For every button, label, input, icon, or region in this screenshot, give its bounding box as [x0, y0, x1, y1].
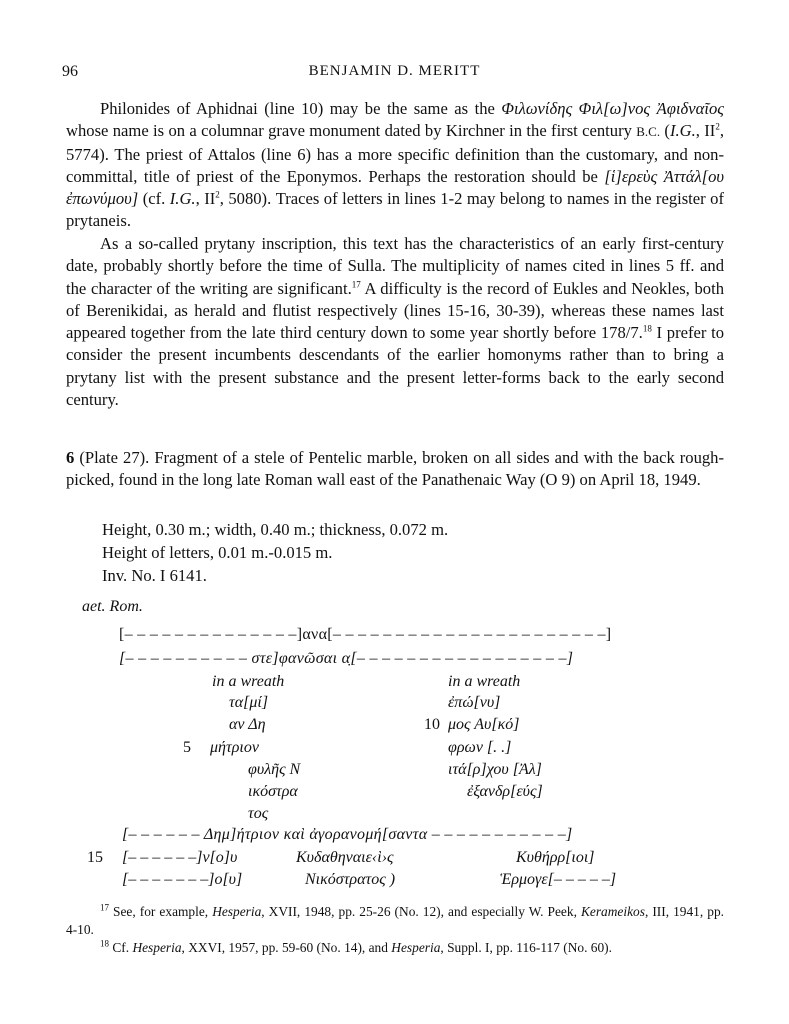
running-head: BENJAMIN D. MERITT: [308, 63, 481, 79]
small-caps-bc: B.C.: [636, 124, 661, 140]
journal-title: Kerameikos: [580, 904, 645, 919]
inscription-line-1: [– – – – – – – – – – – – – –]ανα[– – – – – – – – – – – – – – – – – – – – – –]: [119, 626, 612, 643]
footnote-18: [66, 939, 724, 957]
wreath-left-line: αν Δη: [229, 716, 266, 733]
text-run: As a so-called prytany inscription, this text has the characteristics of an early first-century date, probably shortly before the time of Sulla. The multiplicity of names cited in lines 5 ff. and the character of the writing are significant.: [66, 234, 724, 298]
footnotes: [66, 903, 724, 957]
superscript: 2: [715, 121, 720, 132]
text-run: , III, 1941, pp. 4-10.: [66, 904, 725, 937]
wreath-right-line: ἐπώ[νυ]: [448, 694, 501, 711]
footnote-ref-17[interactable]: 17: [351, 279, 361, 290]
wreath-left-line: τος: [248, 805, 269, 822]
dimensions: Height, 0.30 m.; width, 0.40 m.; thickness, 0.072 m.: [102, 520, 449, 539]
text-run: See, for example,: [109, 904, 213, 919]
wreath-right-line: μος Αυ[κό]: [448, 716, 520, 733]
wreath-left-line: τα[μί]: [229, 694, 269, 711]
text-run: A difficulty is the record of Eukles and Neokles, both of Berenikidai, as herald and flutist respectively (lines 15-16, 30-39), whereas these names last appeared together from the late third century down to some year shortly before 178/7.: [66, 278, 724, 343]
text-run: , XVII, 1948, pp. 25-26 (No. 12), and especially W. Peek,: [261, 904, 581, 919]
inscription-line-15-col3: Ἑρμογε[– – – – –]: [500, 871, 617, 888]
footnote-17: [66, 903, 724, 939]
catalog-entry-6: [66, 447, 724, 492]
inscription-line-14-col1: [– – – – – –]ν[ο]υ: [122, 849, 238, 866]
text-run: , II: [695, 121, 716, 141]
inscription-line-14-col3: Κυθήρρ[ιοι]: [516, 849, 595, 866]
wreath-left-line: ικόστρα: [248, 783, 298, 800]
wreath-right-line: φρων [. .]: [448, 739, 512, 756]
line-number-5: 5: [183, 739, 191, 756]
specs-block: [102, 518, 448, 587]
inscription-line-13: [– – – – – – Δημ]ήτριον καὶ ἀγορανομή[σαντα – – – – – – – – – – –]: [122, 826, 573, 843]
wreath-right-line: ἐξανδρ[εύς]: [467, 783, 543, 800]
greek-restoration: [ἱ]ερεὺς Ἀττάλ[ου ἐπωνύμου]: [66, 166, 725, 209]
text-run: , 5774). The priest of Attalos (line 6) has a more specific definition than the customary, and non-committal, title of priest of the Eponymos. Perhaps the restoration should be: [66, 121, 724, 186]
journal-title: Hesperia: [212, 904, 262, 919]
text-run: , 5080). Traces of letters in lines 1-2 may belong to names in the register of prytaneis.: [66, 189, 724, 231]
inscription-line-2: [– – – – – – – – – – στε]φανῶσαι α̣[– – – – – – – – – – – – – – – – –]: [119, 650, 574, 667]
text-run: , Suppl. I, pp. 116-117 (No. 60).: [440, 940, 612, 955]
text-run: Philonides of Aphidnai (line 10) may be the same as the: [100, 99, 502, 118]
text-run: whose name is on a columnar grave monument dated by Kirchner in the first century: [66, 121, 637, 141]
superscript: 2: [215, 189, 220, 200]
footnote-ref-18[interactable]: 18: [642, 323, 652, 334]
journal-title: Hesperia: [391, 940, 441, 955]
line-number-10: 10: [424, 716, 440, 733]
wreath-left-line: μήτριον: [210, 739, 259, 756]
text-run: (cf.: [138, 189, 170, 209]
page-number: 96: [62, 63, 78, 80]
footnote-number: 17: [100, 902, 109, 913]
inscription-line-15-col1: [– – – – – – –]ο[υ]: [122, 871, 243, 888]
date-label: aet. Rom.: [82, 598, 143, 615]
text-run: (: [660, 121, 670, 141]
inscription-line-14-col2: Κυδαθηναιε‹ὶ›ς: [296, 849, 394, 866]
text-run: , XXVI, 1957, pp. 59-60 (No. 14), and: [181, 940, 392, 955]
citation-ig: I.G.: [169, 189, 196, 209]
inscription-line-15-col2: Νικόστρατος ): [305, 871, 396, 888]
journal-title: Hesperia: [132, 940, 182, 955]
wreath-label-right: in a wreath: [448, 673, 521, 690]
wreath-right-line: ιτά[ρ]χου [Ἀλ]: [448, 761, 542, 778]
paragraph-philonides: [66, 98, 724, 233]
entry-description: (Plate 27). Fragment of a stele of Pentelic marble, broken on all sides and with the back rough-picked, found in the long late Roman wall east of the Panathenaic Way (O 9) on April 18, 1949.: [66, 448, 724, 490]
text-run: Cf.: [109, 940, 133, 955]
footnote-number: 18: [100, 938, 109, 949]
text-run: , II: [195, 189, 216, 209]
greek-name: Φιλωνίδης Φιλ[ω]νος Ἀφιδναῖος: [501, 99, 724, 118]
text-run: I prefer to consider the present incumbents descendants of the earlier homonyms rather than to bring a prytany list with the present substance and the present letter-forms back to the early second century.: [66, 323, 724, 410]
wreath-label-left: in a wreath: [212, 673, 285, 690]
paragraph-prytany: [66, 233, 724, 411]
letter-height: Height of letters, 0.01 m.-0.015 m.: [102, 543, 333, 562]
wreath-left-line: φυλῆς Ν: [248, 761, 301, 778]
citation-ig: I.G.: [669, 121, 696, 141]
line-number-15: 15: [87, 849, 103, 866]
entry-number: 6: [66, 448, 75, 467]
inventory-number: Inv. No. I 6141.: [102, 566, 207, 585]
